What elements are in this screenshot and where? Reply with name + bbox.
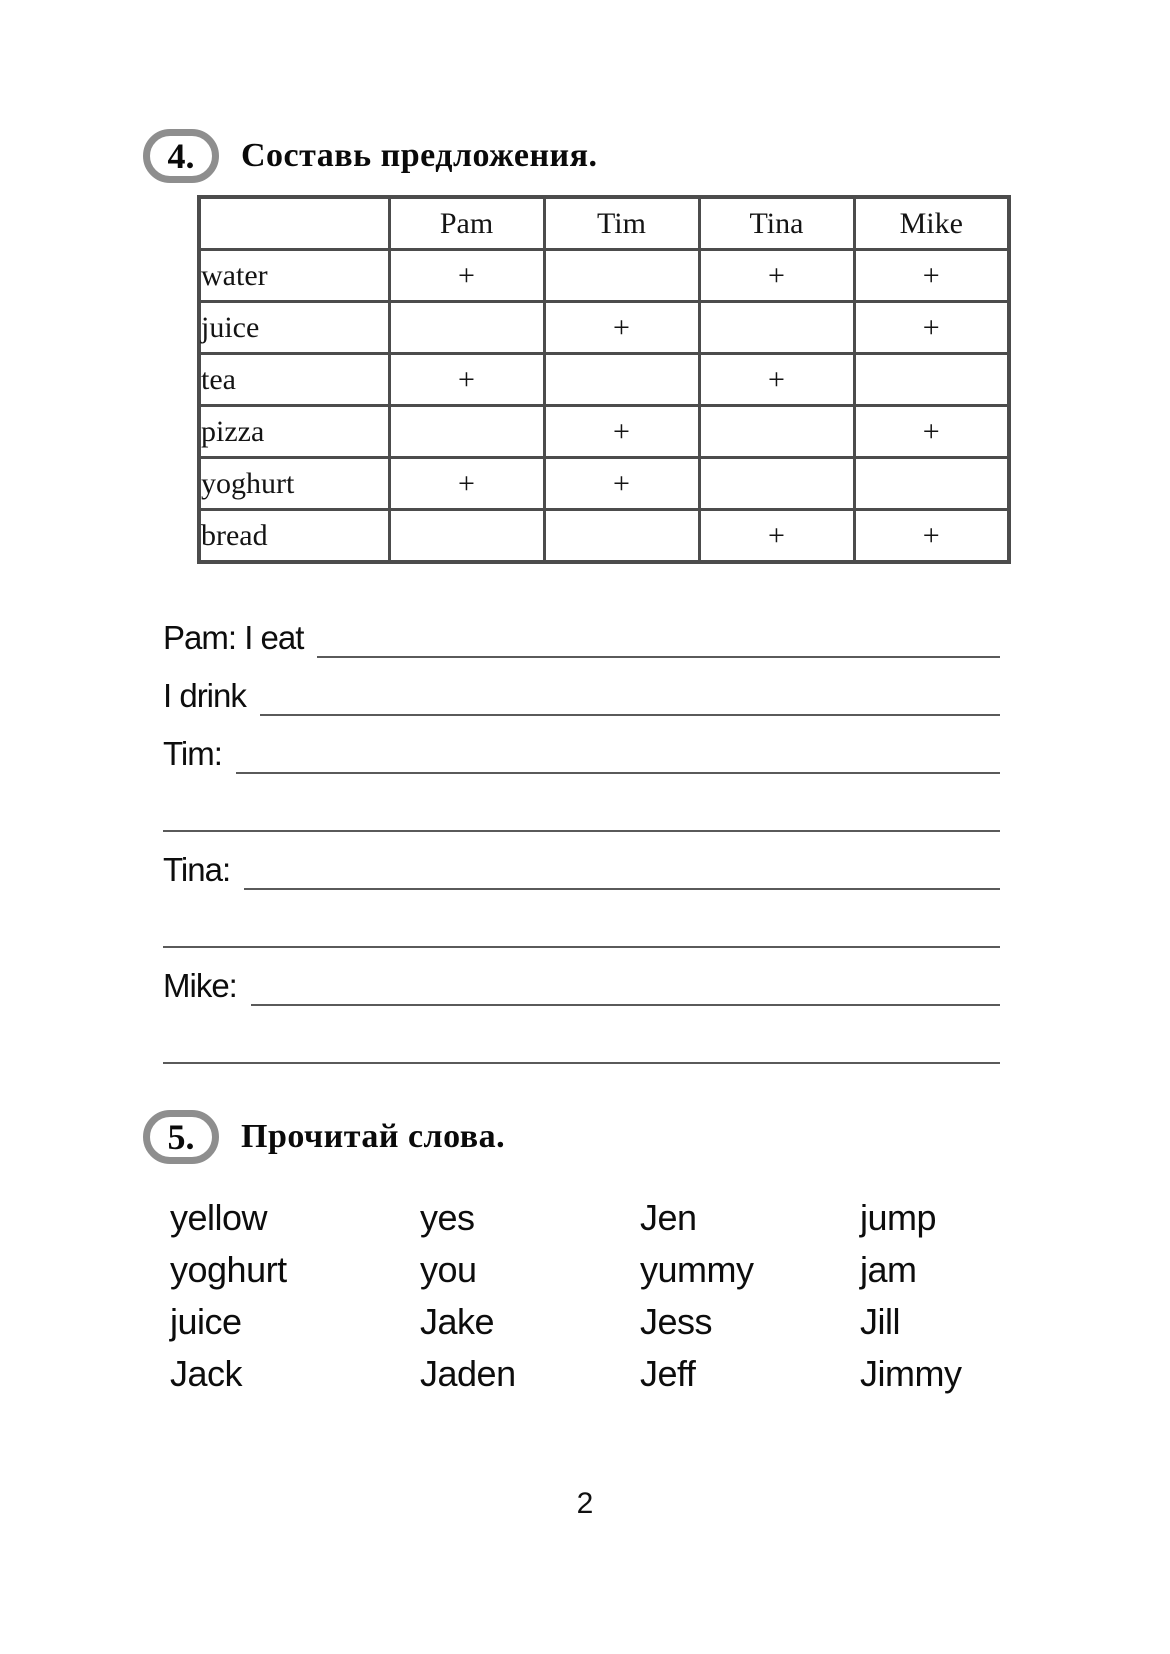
word-item: yes (420, 1197, 475, 1238)
word-column-3 (860, 1192, 1007, 1400)
exercise-4-title: Составь предложения. (241, 137, 598, 174)
mark-cell-yoghurt-tim: + (544, 458, 699, 510)
word-item: you (420, 1249, 477, 1290)
exercise-5-number-badge: 5. (143, 1110, 219, 1164)
mark-cell-water-mike: + (854, 250, 1009, 302)
mark-cell-pizza-tina (699, 406, 854, 458)
blank-row-6 (163, 948, 1000, 1006)
blank-line-2[interactable] (236, 772, 1000, 774)
blank-label-4: Tina: (163, 851, 231, 888)
word-item: Jess (640, 1301, 713, 1342)
blank-row-1 (163, 658, 1000, 716)
mark-cell-pizza-mike: + (854, 406, 1009, 458)
mark-cell-tea-tina: + (699, 354, 854, 406)
word-item: jump (860, 1197, 937, 1238)
exercise-5-header (163, 1108, 1170, 1166)
mark-cell-bread-tim (544, 510, 699, 563)
mark-cell-yoghurt-tina (699, 458, 854, 510)
exercise-4-header (163, 127, 1170, 185)
table-row-juice (199, 302, 1009, 354)
mark-cell-tea-mike (854, 354, 1009, 406)
exercise-4-number-badge: 4. (143, 129, 219, 183)
food-preferences-table (197, 195, 1011, 564)
mark-cell-water-tina: + (699, 250, 854, 302)
table-row-bread (199, 510, 1009, 563)
column-header-mike: Mike (854, 197, 1009, 250)
blank-line-5[interactable] (163, 946, 1000, 948)
page-number: 2 (576, 1487, 594, 1520)
word-item: juice (170, 1301, 242, 1342)
mark-cell-pizza-tim: + (544, 406, 699, 458)
column-header-pam: Pam (389, 197, 544, 250)
row-label-tea: tea (199, 354, 389, 406)
blank-row-2 (163, 716, 1000, 774)
row-label-bread: bread (199, 510, 389, 563)
table-row-tea (199, 354, 1009, 406)
word-item: jam (860, 1249, 917, 1290)
word-item: Jack (170, 1353, 243, 1394)
table-row-pizza (199, 406, 1009, 458)
blank-line-7[interactable] (163, 1062, 1000, 1064)
exercise-5 (163, 1108, 1170, 1400)
table-corner-cell (199, 197, 389, 250)
column-header-tim: Tim (544, 197, 699, 250)
table-row-water (199, 250, 1009, 302)
word-column-2 (640, 1192, 860, 1400)
mark-cell-bread-tina: + (699, 510, 854, 563)
mark-cell-water-pam: + (389, 250, 544, 302)
blank-line-1[interactable] (260, 714, 1000, 716)
blank-line-6[interactable] (251, 1004, 1000, 1006)
blank-line-0[interactable] (317, 656, 1000, 658)
blank-label-2: Tim: (163, 735, 222, 772)
mark-cell-juice-tina (699, 302, 854, 354)
mark-cell-yoghurt-mike (854, 458, 1009, 510)
word-item: Jeff (640, 1353, 696, 1394)
mark-cell-yoghurt-pam: + (389, 458, 544, 510)
word-item: Jill (860, 1301, 900, 1342)
blank-row-3 (163, 774, 1000, 832)
word-item: Jimmy (860, 1353, 962, 1394)
table-header-row (199, 197, 1009, 250)
table-row-yoghurt (199, 458, 1009, 510)
mark-cell-bread-pam (389, 510, 544, 563)
blank-label-0: Pam: I eat (163, 619, 304, 656)
word-item: yellow (170, 1197, 268, 1238)
word-column-1 (420, 1192, 640, 1400)
word-item: yummy (640, 1249, 754, 1290)
mark-cell-juice-pam (389, 302, 544, 354)
mark-cell-pizza-pam (389, 406, 544, 458)
column-header-tina: Tina (699, 197, 854, 250)
mark-cell-bread-mike: + (854, 510, 1009, 563)
word-item: Jen (640, 1197, 697, 1238)
word-item: Jake (420, 1301, 495, 1342)
blank-line-4[interactable] (244, 888, 1000, 890)
word-item: yoghurt (170, 1249, 287, 1290)
word-column-0 (170, 1192, 420, 1400)
blank-row-5 (163, 890, 1000, 948)
mark-cell-water-tim (544, 250, 699, 302)
word-list (170, 1192, 1007, 1400)
exercise-4 (163, 127, 1170, 1064)
table-body (199, 250, 1009, 563)
mark-cell-tea-tim (544, 354, 699, 406)
mark-cell-juice-tim: + (544, 302, 699, 354)
row-label-juice: juice (199, 302, 389, 354)
blank-row-0 (163, 600, 1000, 658)
blank-label-1: I drink (163, 677, 246, 714)
row-label-water: water (199, 250, 389, 302)
exercise-5-title: Прочитай слова. (241, 1118, 506, 1155)
row-label-pizza: pizza (199, 406, 389, 458)
blank-line-3[interactable] (163, 830, 1000, 832)
word-item: Jaden (420, 1353, 516, 1394)
blank-row-4 (163, 832, 1000, 890)
blank-label-6: Mike: (163, 967, 237, 1004)
fill-in-section (163, 600, 1000, 1064)
blank-row-7 (163, 1006, 1000, 1064)
mark-cell-tea-pam: + (389, 354, 544, 406)
row-label-yoghurt: yoghurt (199, 458, 389, 510)
mark-cell-juice-mike: + (854, 302, 1009, 354)
